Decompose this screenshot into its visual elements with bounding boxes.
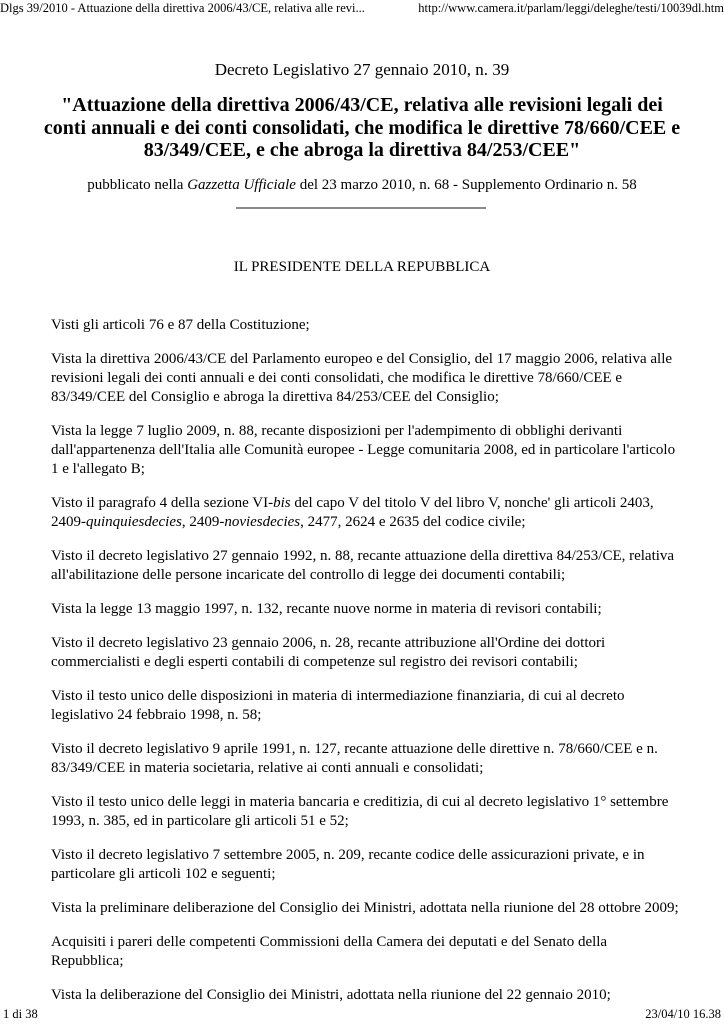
paragraph-8: Visto il testo unico delle disposizioni in materia di intermediazione finanziaria, di cui al decreto legislativo 24 febbraio 1998, n. 58; — [51, 688, 625, 723]
paragraph-13: Acquisiti i pareri delle competenti Commissioni della Camera dei deputati e del Senato della Repubblica; — [51, 934, 608, 969]
paragraph-10: Visto il testo unico delle leggi in materia bancaria e creditizia, di cui al decreto legislativo 1° settembre 1993, n. 385, ed in particolare gli articoli 51 e 52; — [51, 794, 669, 829]
paragraph-1: Visti gli articoli 76 e 87 della Costituzione; — [51, 317, 310, 333]
decree-subtitle: Decreto Legislativo 27 gennaio 2010, n. 39 — [214, 60, 510, 79]
horizontal-divider — [236, 207, 486, 209]
paragraph-11: Visto il decreto legislativo 7 settembre 2005, n. 209, recante codice delle assicurazioni private, e in particolare gli articoli 102 e seguenti; — [51, 847, 645, 882]
paragraph-12: Vista la preliminare deliberazione del Consiglio dei Ministri, adottata nella riunione del 28 ottobre 2009; — [51, 900, 679, 916]
p4-part-a: Visto il paragrafo 4 della sezione VI- — [51, 495, 274, 511]
publication-line — [0, 175, 724, 195]
paragraph-14: Vista la deliberazione del Consiglio dei Ministri, adottata nella riunione del 22 gennaio 2010; — [51, 987, 611, 1003]
page-counter: 1 di 38 — [3, 1007, 38, 1021]
page-header-title: Dlgs 39/2010 - Attuazione della direttiva 2006/43/CE, relativa alle revi... — [0, 1, 365, 15]
p4-noviesdecies: noviesdecies — [224, 514, 301, 530]
paragraph-2: Vista la direttiva 2006/43/CE del Parlamento europeo e del Consiglio, del 17 maggio 2006, relativa alle revisioni legali dei conti annuali e dei conti consolidati, che modifica le direttive 78/660/CEE e 83/349/CEE del Consiglio e abroga la direttiva 84/253/CEE del Consiglio; — [51, 351, 673, 405]
paragraph-3: Vista la legge 7 luglio 2009, n. 88, recante disposizioni per l'adempimento di obblighi derivanti dall'appartenenza dell'Italia alle Comunità europee - Legge comunitaria 2008, ed in particolare l'articolo 1 e l'allegato B; — [51, 423, 676, 477]
paragraph-4 — [51, 494, 681, 532]
p4-part-b: del capo V del titolo V del libro V, nonche' gli articoli 2403, 2409- — [51, 495, 654, 530]
p4-part-d: , 2477, 2624 e 2635 del codice civile; — [300, 514, 526, 530]
p4-part-c: , 2409- — [181, 514, 225, 530]
president-heading: IL PRESIDENTE DELLA REPUBBLICA — [233, 259, 491, 275]
p4-bis: bis — [273, 495, 291, 511]
paragraph-7: Visto il decreto legislativo 23 gennaio 2006, n. 28, recante attribuzione all'Ordine dei dottori commercialisti e degli esperti contabili di competenze sul registro dei revisori contabili; — [51, 635, 606, 670]
paragraph-9: Visto il decreto legislativo 9 aprile 1991, n. 127, recante attuazione delle direttive n. 78/660/CEE e n. 83/349/CEE in materia societaria, relative ai conti annuali e consolidati; — [51, 741, 658, 776]
decree-body — [51, 316, 681, 1020]
paragraph-6: Vista la legge 13 maggio 1997, n. 132, recante nuove norme in materia di revisori contabili; — [51, 601, 602, 617]
print-timestamp: 23/04/10 16.38 — [645, 1007, 721, 1021]
page-header-url[interactable]: http://www.camera.it/parlam/leggi/deleghe/testi/10039dl.htm — [418, 1, 724, 15]
p4-quinquiesdecies: quinquiesdecies — [86, 514, 182, 530]
publication-before: pubblicato nella — [87, 177, 188, 193]
paragraph-5: Visto il decreto legislativo 27 gennaio 1992, n. 88, recante attuazione della direttiva 84/253/CE, relativa all'abilitazione delle persone incaricate del controllo di legge dei documenti contabili; — [51, 548, 675, 583]
decree-title: "Attuazione della direttiva 2006/43/CE, relativa alle revisioni legali dei conti annuali e dei conti consolidati, che modifica le direttive 78/660/CEE e 83/349/CEE, e che abroga la direttiva 84/253/CEE" — [43, 94, 681, 161]
publication-after: del 23 marzo 2010, n. 68 - Supplemento Ordinario n. 58 — [295, 177, 637, 193]
gazette-name: Gazzetta Ufficiale — [187, 177, 296, 193]
